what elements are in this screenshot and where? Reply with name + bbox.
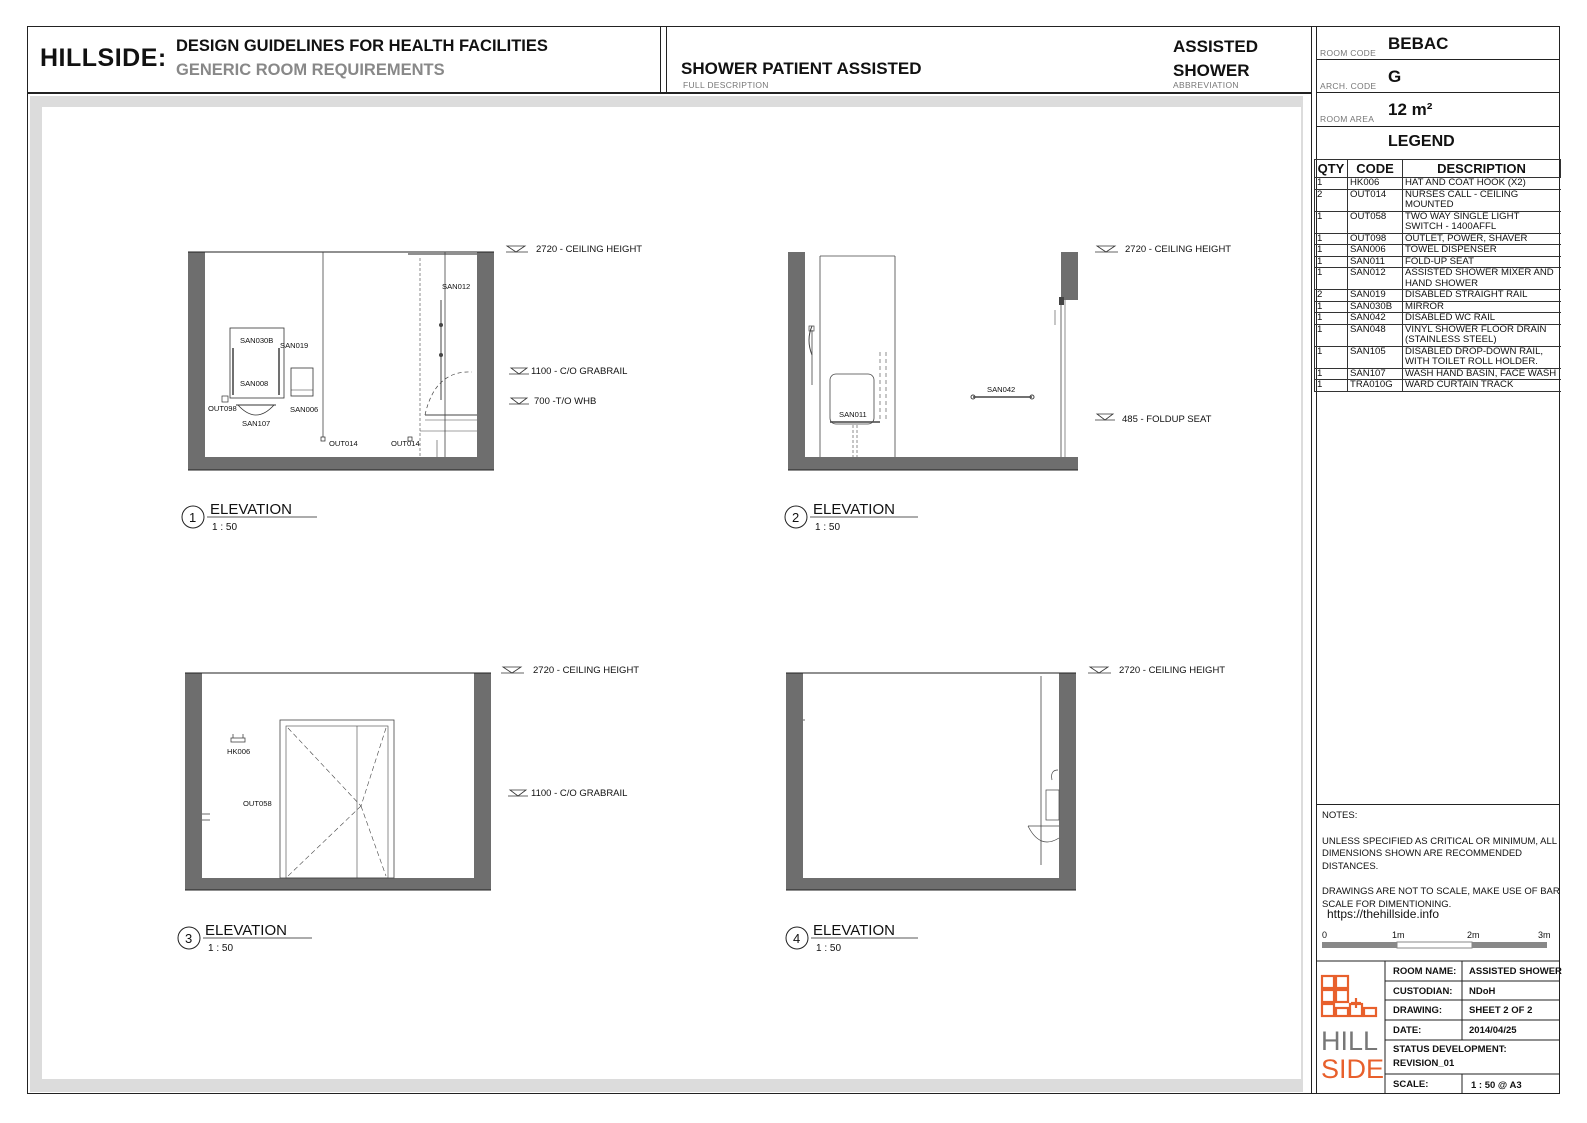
level-marker (506, 244, 642, 255)
legend-qty: 1 (1315, 324, 1348, 346)
hillside-logo (1322, 976, 1376, 1016)
elevation-3-caption (178, 922, 312, 954)
legend-description: DISABLED WC RAIL (1403, 313, 1561, 325)
elevation-2-room (805, 252, 1061, 457)
legend-code: SAN105 (1348, 346, 1403, 368)
level-marker (509, 396, 596, 407)
legend-description: TWO WAY SINGLE LIGHT SWITCH - 1400AFFL (1403, 211, 1561, 233)
elevation-1-scale: 1 : 50 (212, 522, 238, 533)
document-title: DESIGN GUIDELINES FOR HEALTH FACILITIES (176, 37, 548, 55)
elevation-4-number: 4 (793, 931, 801, 946)
legend-description: DISABLED STRAIGHT RAIL (1403, 290, 1561, 302)
tag-san107: SAN107 (242, 419, 271, 428)
elevation-1-number: 1 (189, 510, 197, 525)
level-marker (509, 366, 627, 377)
elevation-3-title: ELEVATION (205, 922, 287, 939)
scale-label-2: 2m (1467, 930, 1480, 940)
legend-code: SAN042 (1348, 313, 1403, 325)
scale-segment (1322, 942, 1397, 948)
level-marker (501, 665, 639, 676)
legend-qty: 2 (1315, 189, 1348, 211)
room-area: 12 m² (1388, 100, 1433, 119)
elevation-4-levels (1088, 665, 1225, 676)
drawing-label: DRAWING: (1393, 1005, 1443, 1016)
legend-code: SAN107 (1348, 368, 1403, 380)
room-area-label: ROOM AREA (1320, 114, 1375, 124)
legend-code: SAN011 (1348, 256, 1403, 268)
scale-bar (1322, 930, 1551, 948)
elevation-3-room (202, 673, 474, 878)
elevation-3-number: 3 (185, 931, 193, 946)
abbreviation-label: ABBREVIATION (1173, 80, 1239, 90)
elevation-1-caption (182, 501, 317, 533)
scale-label-1: 1m (1392, 930, 1405, 940)
legend-code: SAN030B (1348, 301, 1403, 313)
tag-san012: SAN012 (442, 282, 471, 291)
scale-label-0: 0 (1322, 930, 1328, 940)
legend-description: WARD CURTAIN TRACK (1403, 380, 1561, 392)
legend-qty: 1 (1315, 268, 1348, 290)
legend-description: HAT AND COAT HOOK (X2) (1403, 178, 1561, 190)
elevation-1-levels (506, 244, 642, 407)
legend-code: OUT014 (1348, 189, 1403, 211)
brand-title: HILLSIDE: (40, 44, 167, 72)
legend-qty: 1 (1315, 245, 1348, 257)
note-2: DRAWINGS ARE NOT TO SCALE, MAKE USE OF BAR SCALE FOR DIMENTIONING. (1322, 886, 1560, 910)
abbreviation-line2: SHOWER (1173, 61, 1250, 80)
document-subtitle: GENERIC ROOM REQUIREMENTS (176, 61, 445, 79)
date-label: DATE: (1393, 1025, 1422, 1036)
legend-qty: 2 (1315, 290, 1348, 302)
elevation-4-caption (786, 922, 918, 954)
tag-san006: SAN006 (290, 405, 319, 414)
custodian: NDoH (1469, 986, 1496, 997)
date: 2014/04/25 (1469, 1025, 1517, 1036)
legend-code: HK006 (1348, 178, 1403, 190)
room-name-label: ROOM NAME: (1393, 966, 1457, 977)
level-whb: 700 -T/O WHB (534, 396, 597, 407)
legend-code: SAN019 (1348, 290, 1403, 302)
note-1: UNLESS SPECIFIED AS CRITICAL OR MINIMUM, ALL DIMENSIONS SHOWN ARE RECOMMENDED DISTANCES. (1322, 835, 1557, 872)
tag-san008: SAN008 (240, 379, 269, 388)
elevation-2-scale: 1 : 50 (815, 522, 841, 533)
logo-text-side: SIDE (1321, 1054, 1385, 1084)
legend-qty: 1 (1315, 313, 1348, 325)
elevation-2-number: 2 (792, 510, 800, 525)
level-ceiling-height: 2720 - CEILING HEIGHT (1125, 244, 1232, 255)
legend-qty: 1 (1315, 380, 1348, 392)
legend-description: VINYL SHOWER FLOOR DRAIN (STAINLESS STEEL) (1403, 324, 1561, 346)
elevation-4-scale: 1 : 50 (816, 943, 842, 954)
elevation-3 (178, 665, 639, 954)
legend-header-description: DESCRIPTION (1403, 160, 1561, 178)
tag-san042: SAN042 (987, 385, 1016, 394)
room-code: BEBAC (1388, 34, 1449, 53)
legend-description: MIRROR (1403, 301, 1561, 313)
level-marker (508, 788, 627, 799)
legend-qty: 1 (1315, 368, 1348, 380)
elevation-1 (182, 244, 642, 533)
room-code-label: ROOM CODE (1320, 48, 1377, 58)
abbreviation-line1: ASSISTED (1173, 37, 1259, 56)
elevation-1-title: ELEVATION (210, 501, 292, 518)
elevation-2-title: ELEVATION (813, 501, 895, 518)
tag-san011: SAN011 (839, 410, 867, 419)
elevation-4-title: ELEVATION (813, 922, 895, 939)
scale-segment (1472, 942, 1547, 948)
elevation-3-levels (501, 665, 639, 799)
status-revision: REVISION_01 (1393, 1058, 1455, 1069)
legend-qty: 1 (1315, 256, 1348, 268)
elevation-4-room (803, 673, 1059, 878)
elevation-4 (786, 665, 1225, 954)
legend-code: SAN006 (1348, 245, 1403, 257)
elevation-2-caption (785, 501, 918, 533)
elevation-2-levels (1095, 244, 1231, 425)
legend-description: OUTLET, POWER, SHAVER (1403, 233, 1561, 245)
level-marker (1095, 414, 1212, 425)
tag-out014: OUT014 (391, 439, 420, 448)
tag-out098: OUT098 (208, 404, 237, 413)
legend-description: ASSISTED SHOWER MIXER AND HAND SHOWER (1403, 268, 1561, 290)
legend-code: OUT058 (1348, 211, 1403, 233)
logo-text-hill: HILL (1321, 1026, 1379, 1056)
legend-qty: 1 (1315, 346, 1348, 368)
level-ceiling-height: 2720 - CEILING HEIGHT (536, 244, 643, 255)
level-marker (1088, 665, 1225, 676)
scale-label: SCALE: (1393, 1079, 1429, 1090)
custodian-label: CUSTODIAN: (1393, 986, 1453, 997)
legend-qty: 1 (1315, 211, 1348, 233)
tag-hk006: HK006 (227, 747, 251, 756)
tag-san030b: SAN030B (240, 336, 274, 345)
tag-out058: OUT058 (243, 799, 272, 808)
full-description-label: FULL DESCRIPTION (683, 80, 769, 90)
level-grabrail: 1100 - C/O GRABRAIL (531, 366, 628, 377)
elevation-3-scale: 1 : 50 (208, 943, 234, 954)
legend-code: OUT098 (1348, 233, 1403, 245)
scale-value: 1 : 50 @ A3 (1471, 1080, 1522, 1091)
legend-code: SAN012 (1348, 268, 1403, 290)
level-ceiling-height: 2720 - CEILING HEIGHT (1119, 665, 1226, 676)
tag-out014: OUT014 (329, 439, 358, 448)
legend-code: TRA010G (1348, 380, 1403, 392)
status-label: STATUS DEVELOPMENT: (1393, 1044, 1507, 1055)
notes-title: NOTES: (1322, 810, 1358, 821)
legend-description: DISABLED DROP-DOWN RAIL, WITH TOILET ROLL HOLDER. (1403, 346, 1561, 368)
scale-label-3: 3m (1538, 930, 1551, 940)
tag-san019: SAN019 (280, 341, 309, 350)
scale-segment (1397, 942, 1472, 948)
legend-description: FOLD-UP SEAT (1403, 256, 1561, 268)
level-grabrail: 1100 - C/O GRABRAIL (531, 788, 628, 799)
arch-code: G (1388, 67, 1402, 86)
elevation-2 (785, 244, 1231, 533)
full-description: SHOWER PATIENT ASSISTED (681, 59, 922, 78)
legend-description: TOWEL DISPENSER (1403, 245, 1561, 257)
legend-qty: 1 (1315, 178, 1348, 190)
legend-qty: 1 (1315, 301, 1348, 313)
legend-description: NURSES CALL - CEILING MOUNTED (1403, 189, 1561, 211)
legend-qty: 1 (1315, 233, 1348, 245)
drawing-sheet: SHEET 2 OF 2 (1469, 1005, 1533, 1016)
level-foldup-seat: 485 - FOLDUP SEAT (1122, 414, 1212, 425)
legend-header-qty: QTY (1315, 160, 1348, 178)
level-marker (1095, 244, 1231, 255)
website-link[interactable]: https://thehillside.info (1327, 907, 1440, 921)
room-name: ASSISTED SHOWER (1469, 966, 1562, 977)
level-ceiling-height: 2720 - CEILING HEIGHT (533, 665, 640, 676)
legend-code: SAN048 (1348, 324, 1403, 346)
legend-description: WASH HAND BASIN, FACE WASH (1403, 368, 1561, 380)
legend-title: LEGEND (1388, 133, 1455, 150)
arch-code-label: ARCH. CODE (1320, 81, 1377, 91)
legend-header-code: CODE (1348, 160, 1403, 178)
